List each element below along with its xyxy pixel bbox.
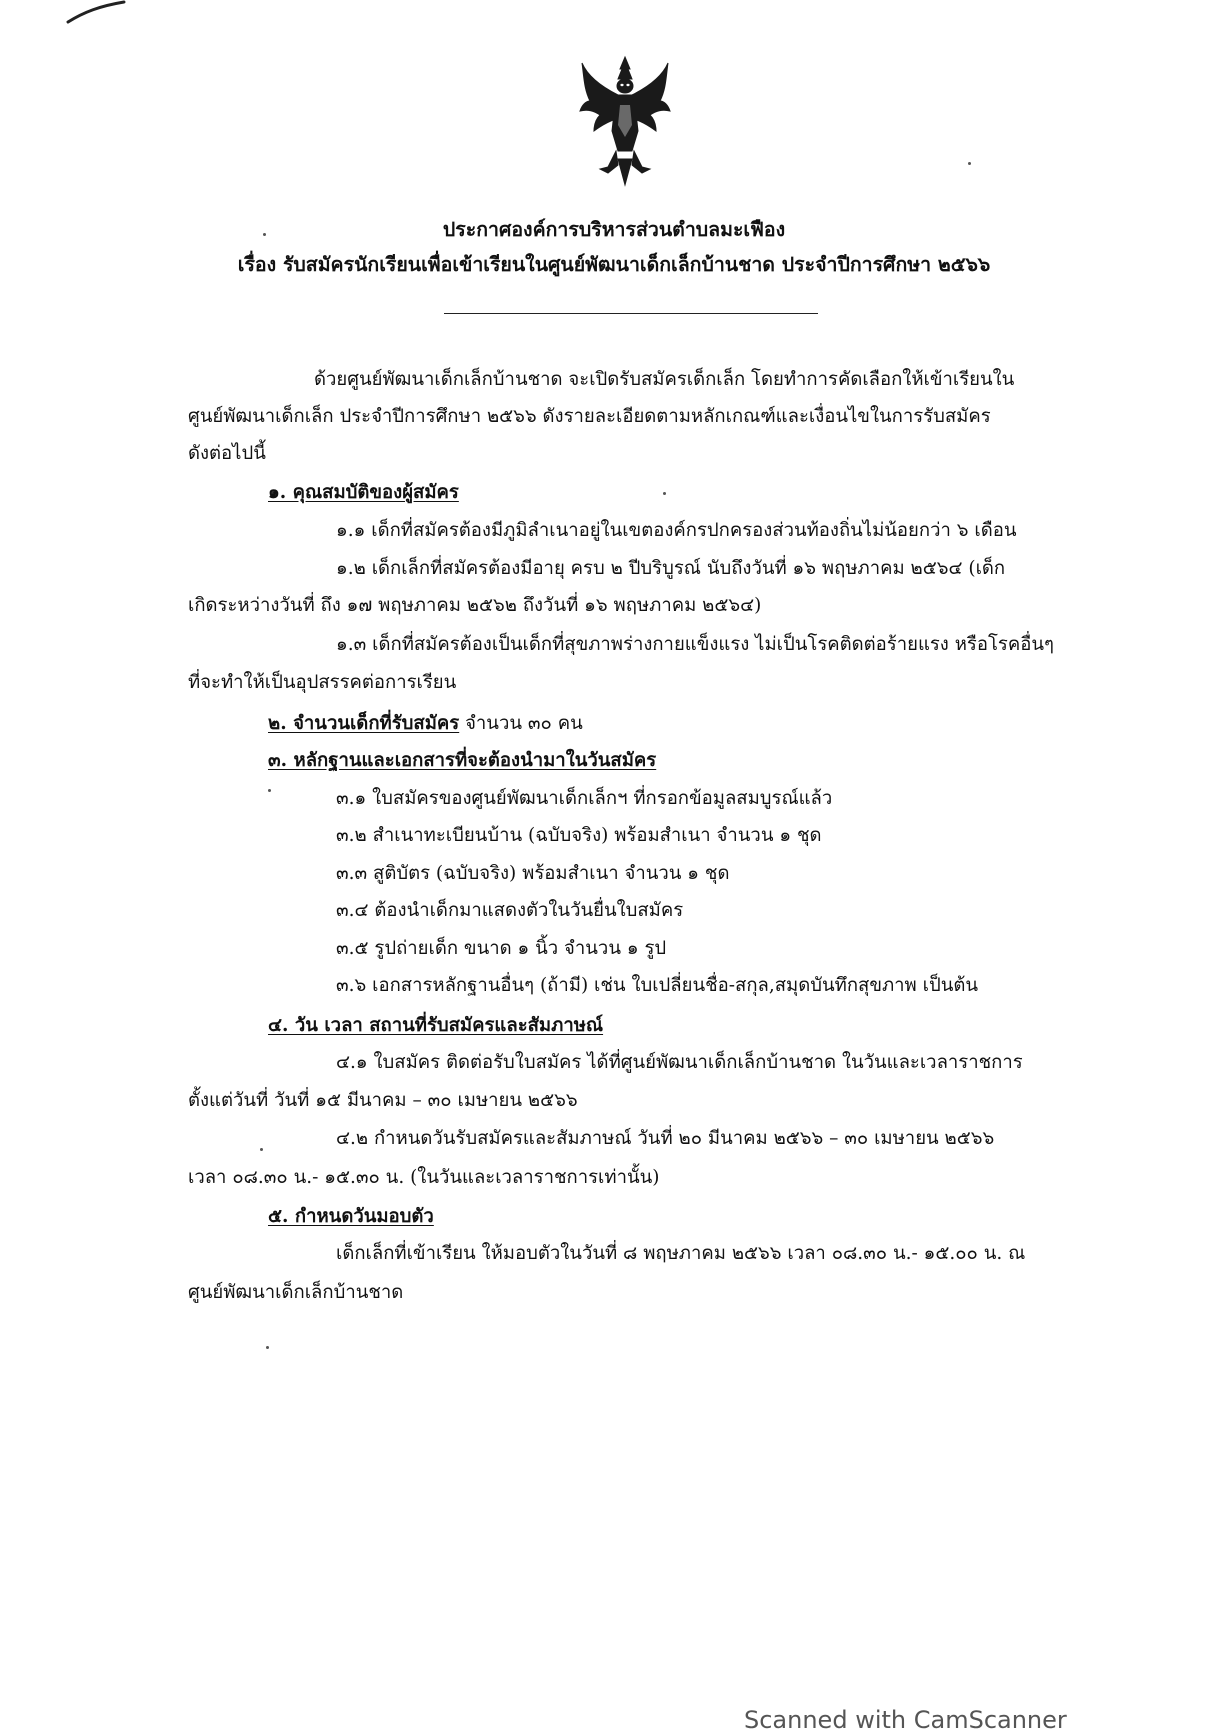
section-3-item-2: ๓.๒ สำเนาทะเบียนบ้าน (ฉบับจริง) พร้อมสำเนา จำนวน ๑ ชุด [336, 825, 822, 846]
section-5-item-1-cont: ศูนย์พัฒนาเด็กเล็กบ้านชาด [188, 1282, 404, 1303]
scan-speck [260, 1148, 263, 1151]
section-4-item-2: ๔.๒ กำหนดวันรับสมัครและสัมภาษณ์ วันที่ ๒๐ มีนาคม ๒๕๖๖ – ๓๐ เมษายน ๒๕๖๖ [336, 1128, 995, 1149]
section-3-heading: ๓. หลักฐานและเอกสารที่จะต้องนำมาในวันสมัคร [268, 750, 657, 771]
scan-speck [263, 233, 266, 236]
scanner-watermark: Scanned with CamScanner [744, 1706, 1067, 1734]
section-3-item-5: ๓.๕ รูปถ่ายเด็ก ขนาด ๑ นิ้ว จำนวน ๑ รูป [336, 938, 667, 959]
section-3-item-3: ๓.๓ สูติบัตร (ฉบับจริง) พร้อมสำเนา จำนวน ๑ ชุด [336, 863, 730, 884]
scan-speck [266, 1346, 269, 1349]
section-3-item-1: ๓.๑ ใบสมัครของศูนย์พัฒนาเด็กเล็กฯ ที่กรอกข้อมูลสมบูรณ์แล้ว [336, 788, 833, 809]
intro-line-2: ศูนย์พัฒนาเด็กเล็ก ประจำปีการศึกษา ๒๕๖๖ ดังรายละเอียดตามหลักเกณฑ์และเงื่อนไขในการรับสมัคร [188, 406, 991, 427]
scan-speck [268, 789, 271, 792]
section-2-row [268, 710, 583, 738]
intro-line-1: ด้วยศูนย์พัฒนาเด็กเล็กบ้านชาด จะเปิดรับสมัครเด็กเล็ก โดยทำการคัดเลือกให้เข้าเรียนใน [314, 369, 1015, 390]
section-3-item-6: ๓.๖ เอกสารหลักฐานอื่นๆ (ถ้ามี) เช่น ใบเปลี่ยนชื่อ-สกุล,สมุดบันทึกสุขภาพ เป็นต้น [336, 975, 979, 996]
section-1-item-2-cont: เกิดระหว่างวันที่ ถึง ๑๗ พฤษภาคม ๒๕๖๒ ถึงวันที่ ๑๖ พฤษภาคม ๒๕๖๔) [188, 595, 762, 616]
section-5-item-1: เด็กเล็กที่เข้าเรียน ให้มอบตัวในวันที่ ๘ พฤษภาคม ๒๕๖๖ เวลา ๐๘.๓๐ น.- ๑๕.๐๐ น. ณ [336, 1243, 1026, 1264]
section-5-heading: ๕. กำหนดวันมอบตัว [268, 1206, 434, 1227]
pen-stroke-mark [66, 0, 126, 26]
intro-line-3: ดังต่อไปนี้ [188, 443, 266, 464]
section-2-heading: ๒. จำนวนเด็กที่รับสมัคร [268, 713, 460, 734]
section-4-heading: ๔. วัน เวลา สถานที่รับสมัครและสัมภาษณ์ [268, 1015, 604, 1036]
section-1-heading: ๑. คุณสมบัติของผู้สมัคร [268, 482, 459, 503]
garuda-emblem-icon [578, 55, 672, 187]
section-4-item-2-cont: เวลา ๐๘.๓๐ น.- ๑๕.๓๐ น. (ในวันและเวลาราชการเท่านั้น) [188, 1167, 660, 1188]
scan-speck [663, 492, 666, 495]
announcement-title: ประกาศองค์การบริหารส่วนตำบลมะเฟือง [442, 218, 786, 241]
section-1-item-1: ๑.๑ เด็กที่สมัครต้องมีภูมิลำเนาอยู่ในเขตองค์กรปกครองส่วนท้องถิ่นไม่น้อยกว่า ๖ เดือน [336, 520, 1017, 541]
scan-speck [968, 162, 971, 165]
section-3-item-4: ๓.๔ ต้องนำเด็กมาแสดงตัวในวันยื่นใบสมัคร [336, 900, 684, 921]
section-4-item-1: ๔.๑ ใบสมัคร ติดต่อรับใบสมัคร ได้ที่ศูนย์พัฒนาเด็กเล็กบ้านชาด ในวันและเวลาราชการ [336, 1052, 1023, 1073]
section-1-item-3: ๑.๓ เด็กที่สมัครต้องเป็นเด็กที่สุขภาพร่างกายแข็งแรง ไม่เป็นโรคติดต่อร้ายแรง หรือโรคอื่นๆ [336, 634, 1054, 655]
title-underline-rule [444, 313, 818, 314]
announcement-subject: เรื่อง รับสมัครนักเรียนเพื่อเข้าเรียนในศูนย์พัฒนาเด็กเล็กบ้านชาด ประจำปีการศึกษา ๒๕๖๖ [237, 253, 991, 276]
section-1-item-3-cont: ที่จะทำให้เป็นอุปสรรคต่อการเรียน [188, 672, 457, 693]
section-4-item-1-cont: ตั้งแต่วันที่ วันที่ ๑๕ มีนาคม – ๓๐ เมษายน ๒๕๖๖ [188, 1090, 578, 1111]
section-2-count: จำนวน ๓๐ คน [459, 713, 583, 734]
section-1-item-2: ๑.๒ เด็กเล็กที่สมัครต้องมีอายุ ครบ ๒ ปีบริบูรณ์ นับถึงวันที่ ๑๖ พฤษภาคม ๒๕๖๔ (เด็ก [336, 558, 1006, 579]
